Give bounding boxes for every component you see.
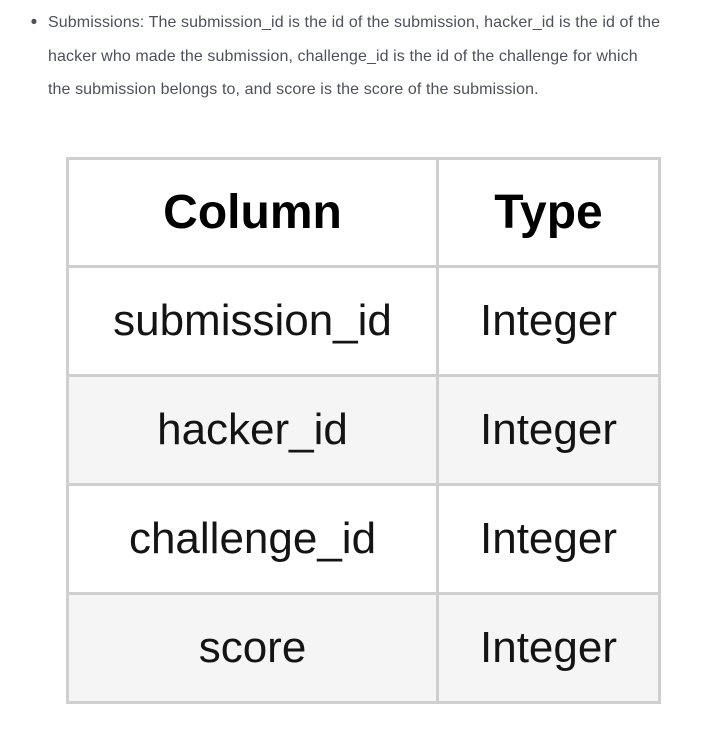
intro-paragraph: [48, 6, 687, 107]
column-name-cell: submission_id: [68, 267, 438, 376]
intro-line-2: hacker who made the submission, challenge_id is the id of the challenge for which: [48, 47, 638, 65]
column-type-cell: Integer: [438, 485, 660, 594]
schema-table: [66, 157, 661, 704]
column-name-cell: hacker_id: [68, 376, 438, 485]
type-header-cell: Type: [438, 159, 660, 267]
column-header-cell: Column: [68, 159, 438, 267]
bullet-marker: •: [30, 12, 38, 33]
table-row-submission-id: [68, 267, 660, 376]
column-type-cell: Integer: [438, 594, 660, 703]
intro-line-1: Submissions: The submission_id is the id of the submission, hacker_id is the id of the: [48, 14, 661, 31]
table-row-score: [68, 594, 660, 703]
column-name-cell: score: [68, 594, 438, 703]
table-header-row: [68, 159, 660, 267]
column-name-cell: challenge_id: [68, 485, 438, 594]
column-type-cell: Integer: [438, 267, 660, 376]
table-row-challenge-id: [68, 485, 660, 594]
intro-line-3: the submission belongs to, and score is the score of the submission.: [48, 81, 539, 98]
column-type-cell: Integer: [438, 376, 660, 485]
bullet-list-item: [0, 6, 707, 107]
table-row-hacker-id: [68, 376, 660, 485]
